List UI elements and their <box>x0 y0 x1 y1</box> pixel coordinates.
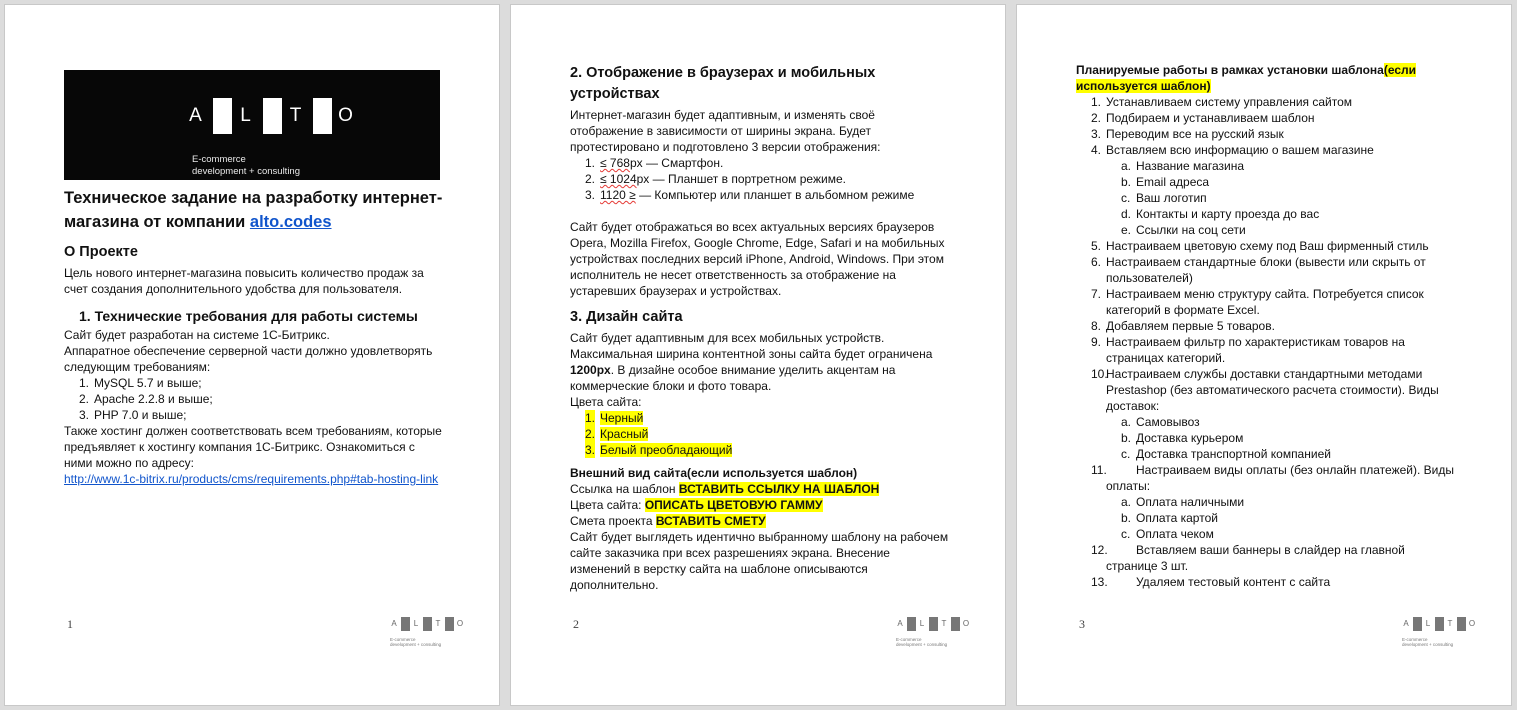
works-list-payment <box>1076 462 1456 494</box>
list-item: 13. Удаляем тестовый контент с сайта <box>1091 575 1331 589</box>
alto-logo <box>64 70 440 180</box>
template-colors-line: Цвета сайта: ОПИСАТЬ ЦВЕТОВУЮ ГАММУ <box>570 498 823 512</box>
list-item: 12. Вставляем ваши баннеры в слайдер на главной странице 3 шт. <box>1091 543 1405 573</box>
list-item: b. Email адреса <box>1121 175 1210 189</box>
design-text: Сайт будет адаптивным для всех мобильных устройств. Максимальная ширина контентной зоны сайта будет ограничена 1200px. В дизайне особое внимание уделить акцентам на коммерческие блоки и фото товара. <box>570 331 933 393</box>
list-item: b. Оплата картой <box>1121 511 1218 525</box>
footer-logo: A L T O E-commerce development + consulting <box>896 617 956 662</box>
list-item: 8. Добавляем первые 5 товаров. <box>1091 319 1275 333</box>
list-item: 2. Подбираем и устанавливаем шаблон <box>1091 111 1315 125</box>
logo-tagline: E-commerce development + consulting <box>192 154 301 177</box>
list-item: a. Оплата наличными <box>1121 495 1245 509</box>
list-item: b. Доставка курьером <box>1121 431 1244 445</box>
list-item: 11. Настраиваем виды оплаты (без онлайн платежей). Виды оплаты: <box>1091 463 1454 493</box>
list-item: 7. Настраиваем меню структуру сайта. Потребуется список категорий в формате Excel. <box>1091 287 1424 317</box>
list-item: c. Доставка транспортной компанией <box>1121 447 1331 461</box>
page-number: 1 <box>67 617 73 631</box>
list-item: c. Ваш логотип <box>1121 191 1207 205</box>
list-item: 9. Настраиваем фильтр по характеристикам товаров на страницах категорий. <box>1091 335 1405 365</box>
list-item: a. Название магазина <box>1121 159 1245 173</box>
document-page-2 <box>511 5 1005 705</box>
works-list <box>1076 94 1456 158</box>
template-link-line: Ссылка на шаблон ВСТАВИТЬ ССЫЛКУ НА ШАБЛОН <box>570 482 880 496</box>
list-item: c. Оплата чеком <box>1121 527 1214 541</box>
list-item: 2. ≤ 1024px — Планшет в портретном режиме. <box>585 172 846 186</box>
page-3-content <box>1076 62 1456 590</box>
display-text-1: Интернет-магазин будет адаптивным, и изменять своё отображение в зависимости от ширины экрана. Будет протестировано и подготовлено 3 версии отображения: <box>570 108 881 154</box>
about-text: Цель нового интернет-магазина повысить количество продаж за счет создания дополнительного удобства для пользователя. <box>64 266 424 296</box>
list-item: 3. PHP 7.0 и выше; <box>79 408 187 422</box>
list-item: 3. 1120 ≥ — Компьютер или планшет в альбомном режиме <box>585 188 915 202</box>
display-list <box>570 155 950 203</box>
list-item: 1. Устанавливаем систему управления сайтом <box>1091 95 1353 109</box>
page-2-content <box>570 63 950 593</box>
list-item: 1. ≤ 768px — Смартфон. <box>585 156 724 170</box>
design-heading: 3. Дизайн сайта <box>570 309 683 325</box>
estimate-line: Смета проекта ВСТАВИТЬ СМЕТУ <box>570 514 766 528</box>
display-heading: 2. Отображение в браузерах и мобильных устройствах <box>570 65 876 102</box>
req-text-1: Сайт будет разработан на системе 1С-Битрикс. <box>64 328 330 342</box>
page-number: 2 <box>573 617 579 631</box>
req-text-3: Также хостинг должен соответствовать всем требованиям, которые предъявляет к хостингу компания 1С-Битрикс. Ознакомиться с ними можно по адресу: <box>64 424 442 470</box>
footer-logo: A L T O E-commerce development + consulting <box>390 617 450 662</box>
req-text-2: Аппаратное обеспечение серверной части должно удовлетворять следующим требованиям: <box>64 344 433 374</box>
requirements-heading: 1. Технические требования для работы системы <box>79 308 418 324</box>
document-page-3 <box>1017 5 1511 705</box>
list-item: 2. Красный <box>585 427 649 441</box>
works-heading: Планируемые работы в рамках установки шаблона(если используется шаблон) <box>1076 63 1417 93</box>
colors-label: Цвета сайта: <box>570 395 642 409</box>
list-item: 6. Настраиваем стандартные блоки (вывести или скрыть от пользователей) <box>1091 255 1426 285</box>
list-item: a. Самовывоз <box>1121 415 1200 429</box>
list-item: 10. Настраиваем службы доставки стандартными методами Prestashop (без автоматического расчета стоимости). Виды доставок: <box>1091 367 1439 413</box>
list-item: 3. Переводим все на русский язык <box>1091 127 1284 141</box>
list-item: 1. MySQL 5.7 и выше; <box>79 376 202 390</box>
list-item: e. Ссылки на соц сети <box>1121 223 1246 237</box>
works-list-final <box>1076 542 1456 590</box>
footer-logo: A L T O E-commerce development + consulting <box>1402 617 1462 662</box>
list-item: 4. Вставляем всю информацию о вашем магазине <box>1091 143 1374 157</box>
list-item: 2. Apache 2.2.8 и выше; <box>79 392 213 406</box>
colors-list <box>570 410 950 458</box>
logo-letters: A L T O <box>188 98 357 134</box>
template-text: Сайт будет выглядеть идентично выбранному шаблону на рабочем сайте заказчика при всех разрешениях экрана. Внесение изменений в верстку сайта на шаблоне описываются дополнительно. <box>570 530 949 592</box>
list-item: 5. Настраиваем цветовую схему под Ваш фирменный стиль <box>1091 239 1429 253</box>
document-page-1 <box>5 5 499 705</box>
works-list-continued <box>1076 238 1456 414</box>
payment-sublist <box>1076 494 1456 542</box>
alto-codes-link[interactable]: alto.codes <box>249 213 332 231</box>
bitrix-requirements-link[interactable]: http://www.1c-bitrix.ru/products/cms/requirements.php#tab-hosting-link <box>64 472 439 486</box>
display-text-2: Сайт будет отображаться во всех актуальных версиях браузеров Opera, Mozilla Firefox, Google Chrome, Edge, Safari и на мобильных устройствах последних версий iPhone, Android, Windows. При этом исполнитель не несет ответственность за отображение на устаревших браузерах и устройствах. <box>570 220 945 298</box>
template-heading: Внешний вид сайта(если используется шаблон) <box>570 466 858 480</box>
requirements-list <box>64 375 444 423</box>
document-title: Техническое задание на разработку интернет-магазина от компании alto.codes <box>64 189 443 231</box>
page-1-content <box>64 70 444 487</box>
list-item: 1. Черный <box>585 411 644 425</box>
list-item: d. Контакты и карту проезда до вас <box>1121 207 1320 221</box>
about-heading: О Проекте <box>64 244 138 260</box>
delivery-sublist <box>1076 414 1456 462</box>
page-number: 3 <box>1079 617 1085 631</box>
store-info-sublist <box>1076 158 1456 238</box>
list-item: 3. Белый преобладающий <box>585 443 733 457</box>
